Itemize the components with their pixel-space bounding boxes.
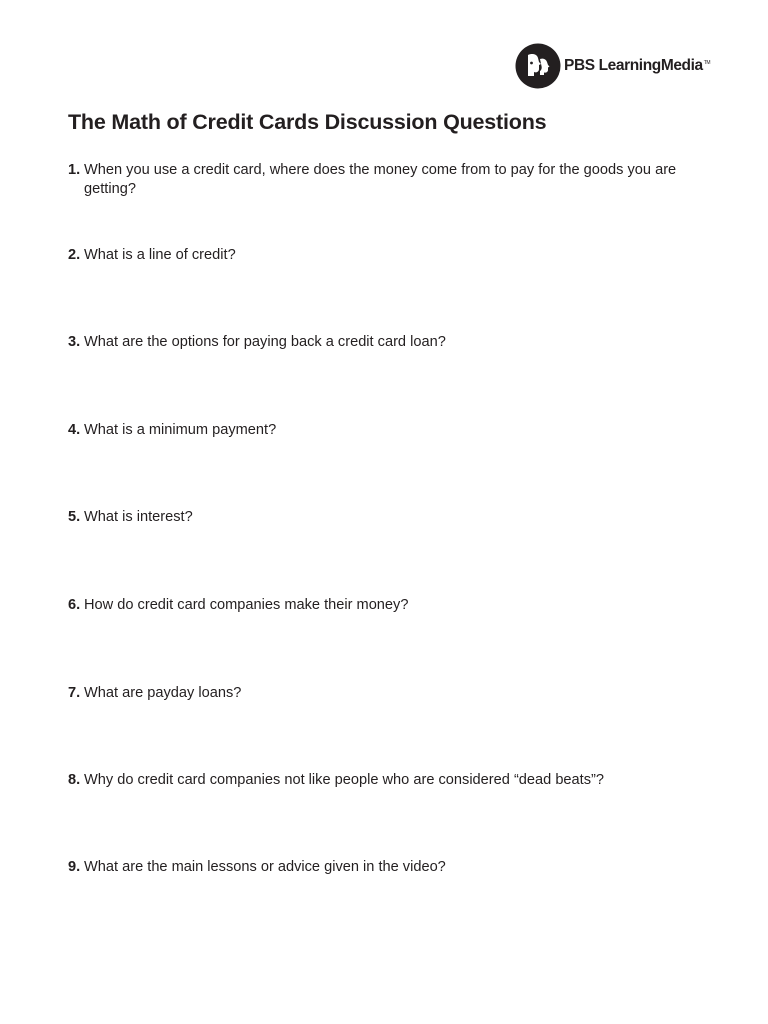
logo-trademark: TM [703, 60, 711, 66]
question-text: When you use a credit card, where does the money come from to pay for the goods you are getting? [84, 162, 677, 197]
question-text: What are the options for paying back a credit card loan? [84, 334, 446, 350]
question-8 [68, 771, 708, 790]
question-number: 9. [68, 859, 81, 875]
pbs-learningmedia-logo [515, 42, 710, 90]
question-7 [68, 684, 708, 703]
logo-wordmark [564, 57, 710, 75]
question-text: How do credit card companies make their money? [84, 597, 409, 613]
question-3 [68, 333, 708, 352]
question-number: 7. [68, 685, 81, 701]
question-2 [68, 246, 708, 265]
question-number: 1. [68, 162, 81, 178]
question-text: What is interest? [84, 509, 193, 525]
question-4 [68, 421, 708, 440]
question-9 [68, 858, 708, 877]
question-5 [68, 508, 708, 527]
logo-name: PBS LearningMedia [564, 57, 703, 74]
question-text: What are payday loans? [84, 685, 242, 701]
question-6 [68, 596, 708, 615]
question-number: 2. [68, 247, 81, 263]
question-1 [68, 161, 708, 199]
pbs-head-logo-icon [515, 43, 561, 89]
question-number: 8. [68, 772, 81, 788]
page-title: The Math of Credit Cards Discussion Questions [68, 110, 547, 134]
question-number: 3. [68, 334, 81, 350]
question-text: What is a line of credit? [84, 247, 236, 263]
question-text: Why do credit card companies not like people who are considered “dead beats”? [84, 772, 604, 788]
question-number: 4. [68, 422, 81, 438]
question-text: What are the main lessons or advice given in the video? [84, 859, 446, 875]
question-text: What is a minimum payment? [84, 422, 277, 438]
question-number: 6. [68, 597, 81, 613]
question-number: 5. [68, 509, 81, 525]
